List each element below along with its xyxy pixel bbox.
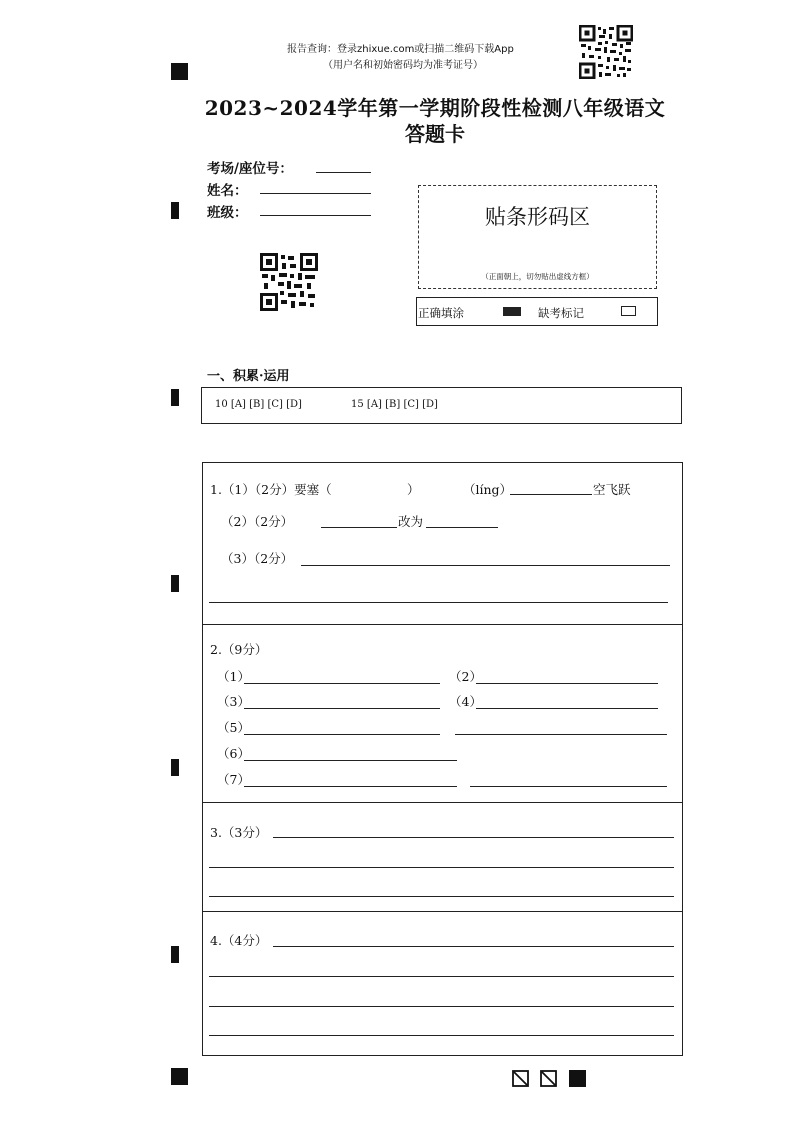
side-mark-1 (171, 202, 179, 219)
side-mark-5 (171, 946, 179, 963)
divider-q2-q3 (202, 802, 683, 803)
q4-line-4[interactable] (209, 1035, 674, 1036)
q1-sub2-label: （2）（2分） (221, 514, 294, 529)
q4-line-2[interactable] (209, 976, 674, 977)
option-b[interactable]: [B] (249, 399, 265, 410)
seat-field[interactable] (316, 172, 371, 173)
q2-blank-7b[interactable] (470, 786, 667, 787)
q1-label: 1.（1）（2分）要塞（ (210, 482, 332, 497)
q2-item-1: （1） (217, 669, 250, 684)
q2-blank-3[interactable] (244, 708, 440, 709)
page-marker-solid (569, 1070, 586, 1087)
option-a[interactable]: [A] (366, 399, 382, 410)
seat-label: 考场/座位号： (207, 161, 293, 177)
q4-line-3[interactable] (209, 1006, 674, 1007)
q2-item-5: （5） (217, 720, 250, 735)
q1-sub3-line-1[interactable] (301, 565, 670, 566)
page-subtitle: 答题卡 (405, 122, 465, 146)
student-qr-code (260, 253, 318, 311)
alignment-mark-bottom-left (171, 1068, 188, 1085)
correct-fill-sample (503, 307, 521, 316)
q2-blank-1[interactable] (244, 683, 440, 684)
option-a[interactable]: [A] (230, 399, 246, 410)
q2-item-7: （7） (217, 772, 250, 787)
absent-mark-label: 缺考标记 (538, 306, 584, 320)
q1-after-blank: 空飞跃 (593, 482, 631, 497)
class-field[interactable] (260, 215, 371, 216)
barcode-note: （正面朝上，切勿贴出虚线方框） (481, 272, 594, 281)
top-qr-code (579, 25, 633, 79)
page-marker-slash-2 (540, 1070, 557, 1087)
page-title: 2023~2024学年第一学期阶段性检测八年级语文 (204, 96, 666, 120)
q2-blank-5b[interactable] (455, 734, 667, 735)
q1-pinyin: （líng） (463, 482, 513, 497)
q1-sub3-line-2[interactable] (209, 602, 668, 603)
divider-q3-q4 (202, 911, 683, 912)
q2-blank-6[interactable] (244, 760, 457, 761)
q1-sub2-blank-2[interactable] (426, 527, 498, 528)
option-d[interactable]: [D] (422, 399, 438, 410)
side-mark-3 (171, 575, 179, 592)
q2-item-3: （3） (217, 694, 250, 709)
alignment-mark-top-left (171, 63, 188, 80)
q1-close-paren: ） (407, 482, 420, 497)
q1-pinyin-blank[interactable] (510, 494, 592, 495)
page-marker-slash-1 (512, 1070, 529, 1087)
q2-label: 2.（9分） (210, 642, 268, 657)
q3-label: 3.（3分） (210, 825, 268, 840)
name-field[interactable] (260, 193, 371, 194)
barcode-title: 贴条形码区 (485, 205, 590, 229)
report-notice: 报告查询：登录zhixue.com或扫描二维码下载App (287, 44, 514, 55)
q2-item-4: （4） (449, 694, 482, 709)
mc-number: 10 (215, 399, 228, 410)
q1-gaiwei: 改为 (398, 514, 424, 529)
option-d[interactable]: [D] (286, 399, 302, 410)
q4-line-1[interactable] (273, 946, 674, 947)
correct-fill-label: 正确填涂 (418, 306, 464, 320)
mc-number: 15 (351, 399, 364, 410)
q3-line-3[interactable] (209, 896, 674, 897)
q3-line-2[interactable] (209, 867, 674, 868)
q2-blank-2[interactable] (476, 683, 658, 684)
section-1-title: 一、积累·运用 (207, 369, 290, 384)
option-c[interactable]: [C] (267, 399, 283, 410)
option-c[interactable]: [C] (403, 399, 419, 410)
login-notice: （用户名和初始密码均为准考证号） (323, 60, 483, 71)
q4-label: 4.（4分） (210, 933, 268, 948)
q2-blank-4[interactable] (476, 708, 658, 709)
q1-sub3-label: （3）（2分） (221, 551, 294, 566)
mc-question-10 (215, 399, 302, 410)
q2-blank-7a[interactable] (244, 786, 457, 787)
q3-line-1[interactable] (273, 837, 674, 838)
divider-q1-q2 (202, 624, 683, 625)
mc-question-15 (351, 399, 438, 410)
absent-mark-box[interactable] (621, 306, 636, 316)
q1-sub2-blank-1[interactable] (321, 527, 397, 528)
option-b[interactable]: [B] (385, 399, 401, 410)
q2-item-6: （6） (217, 746, 250, 761)
q2-item-2: （2） (449, 669, 482, 684)
class-label: 班级： (207, 205, 248, 221)
side-mark-2 (171, 389, 179, 406)
name-label: 姓名： (207, 183, 248, 199)
q2-blank-5a[interactable] (244, 734, 440, 735)
side-mark-4 (171, 759, 179, 776)
